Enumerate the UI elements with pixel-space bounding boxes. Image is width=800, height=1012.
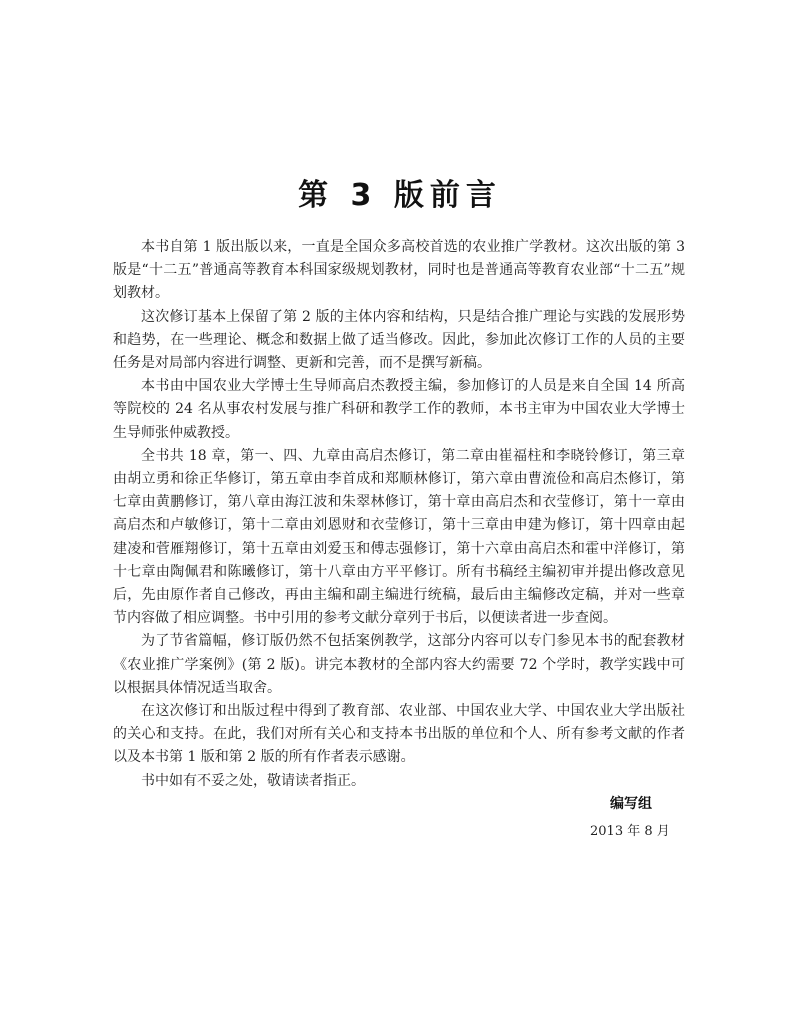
- signature-name: 编写组: [610, 796, 652, 812]
- paragraph-intro: 本书自第 1 版出版以来，一直是全国众多高校首选的农业推广学教材。这次出版的第 3 版是“十二五”普通高等教育本科国家级规划教材，同时也是普通高等教育农业部“十二五”规划教材。: [113, 239, 685, 302]
- paragraph-closing: 书中如有不妥之处，敬请读者指正。: [141, 772, 365, 789]
- paragraph-editors: 本书由中国农业大学博士生导师高启杰教授主编，参加修订的人员是来自全国 14 所高等院校的 24 名从事农村发展与推广科研和教学工作的教师，本书主审为中国农业大学博士生导师张仲威教授。: [113, 378, 685, 441]
- paragraph-revision-scope: 这次修订基本上保留了第 2 版的主体内容和结构，只是结合推广理论与实践的发展形势和趋势，在一些理论、概念和数据上做了适当修改。因此，参加此次修订工作的人员的主要任务是对局部内容进行调整、更新和完善，而不是撰写新稿。: [113, 308, 685, 372]
- paragraph-chapters: 全书共 18 章，第一、四、九章由高启杰修订，第二章由崔福柱和李晓铃修订，第三章由胡立勇和徐正华修订，第五章由李首成和郑顺林修订，第六章由曹流俭和高启杰修订，第七章由黄鹏修订，第八章由海江波和朱翠林修订，第十章由高启杰和衣莹修订，第十一章由高启杰和卢敏修订，第十二章由刘恩财和衣莹修订，第十三章由申建为修订，第十四章由起建凌和菅雁翔修订，第十五章由刘爱玉和傅志强修订，第十六章由高启杰和霍中洋修订，第十七章由陶佩君和陈曦修订，第十八章由方平平修订。所有书稿经主编初审并提出修改意见后，先由原作者自己修改，再由主编和副主编进行统稿，最后由主编修改定稿，并对一些章节内容做了相应调整。书中引用的参考文献分章列于书后，以便读者进一步查阅。: [113, 447, 685, 627]
- signature-date: 2013 年 8 月: [590, 824, 670, 839]
- paragraph-case-studies: 为了节省篇幅，修订版仍然不包括案例教学，这部分内容可以专门参见本书的配套教材《农业推广学案例》(第 2 版)。讲完本教材的全部内容大约需要 72 个学时，教学实践中可以根据具体情况适当取舍。: [113, 633, 685, 696]
- page-title: 第 3 版前言: [298, 178, 502, 214]
- preface-body: [113, 236, 685, 793]
- paragraph-acknowledgements: 在这次修订和出版过程中得到了教育部、农业部、中国农业大学、中国农业大学出版社的关心和支持。在此，我们对所有关心和支持本书出版的单位和个人、所有参考文献的作者以及本书第 1 版和第 2 版的所有作者表示感谢。: [113, 703, 685, 766]
